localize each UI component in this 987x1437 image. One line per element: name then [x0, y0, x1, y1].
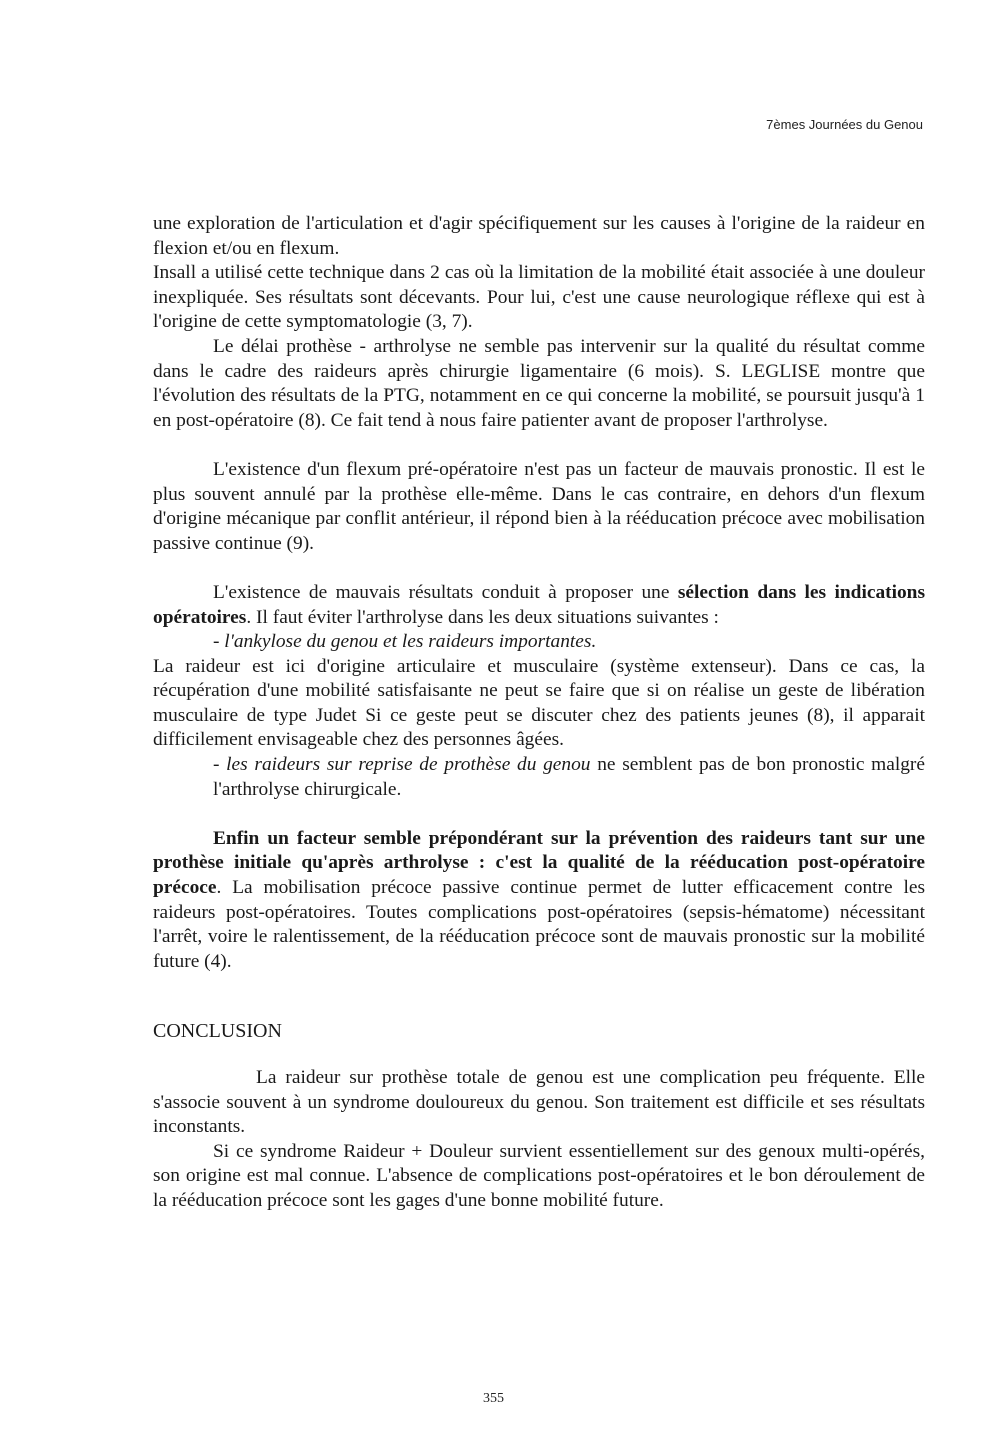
list-item-ankylose: [153, 630, 925, 655]
section-heading-conclusion: CONCLUSION: [153, 1020, 282, 1043]
article-body: [153, 212, 925, 1214]
paragraph-7: [153, 827, 925, 975]
paragraph-2: Insall a utilisé cette technique dans 2 cas où la limitation de la mobilité était associée à une douleur inexpliquée. Ses résultats sont décevants. Pour lui, c'est une cause neurologique réflexe qui est à l'origine de cette symptomatologie (3, 7).: [153, 262, 925, 333]
paragraph-5-tail: . Il faut éviter l'arthrolyse dans les deux situations suivantes :: [246, 606, 719, 628]
running-header: 7èmes Journées du Genou: [766, 117, 923, 132]
page-number: 355: [483, 1391, 504, 1406]
paragraph-5-lead: L'existence de mauvais résultats conduit à proposer une: [213, 581, 678, 603]
list-item-reprise: [153, 753, 925, 802]
paragraph-1: une exploration de l'articulation et d'agir spécifiquement sur les causes à l'origine de la raideur en flexion et/ou en flexum.: [153, 213, 925, 259]
paragraph-3: Le délai prothèse - arthrolyse ne semble pas intervenir sur la qualité du résultat comme dans le cadre des raideurs après chirurgie ligamentaire (6 mois). S. LEGLISE montre que l'évolution des résultats de la PTG, notamment en ce qui concerne la mobilité, se poursuit jusqu'à 1 en post-opératoire (8). Ce fait tend à nous faire patienter avant de proposer l'arthrolyse.: [153, 335, 925, 431]
paragraph-5: [153, 581, 925, 630]
paragraph-7-tail: . La mobilisation précoce passive continue permet de lutter efficacement contre les raideurs post-opératoires. Toutes complications post-opératoires (sepsis-hématome) nécessitant l'arrêt, voire le ralentissement, de la rééducation précoce sont de mauvais pronostic sur la mobilité future (4).: [153, 877, 925, 972]
list-item-reprise-emphasis: les raideurs sur reprise de prothèse du genou: [226, 754, 591, 776]
list-item-reprise-tail: ne semblent pas de bon pronostic malgré l'arthrolyse chirurgicale.: [213, 754, 925, 800]
list-item-reprise-dash: -: [213, 754, 227, 776]
conclusion-paragraph-2: Si ce syndrome Raideur + Douleur survient essentiellement sur des genoux multi-opérés, son origine est mal connue. L'absence de complications post-opératoires et le bon déroulement de la rééducation précoce sont les gages d'une bonne mobilité future.: [153, 1140, 925, 1211]
conclusion-paragraph-1: La raideur sur prothèse totale de genou est une complication peu fréquente. Elle s'associe souvent à un syndrome douloureux du genou. Son traitement est difficile et ses résultats inconstants.: [153, 1067, 925, 1138]
paragraph-7-emphasis: Enfin un facteur semble prépondérant sur la prévention des raideurs tant sur une prothèse initiale qu'après arthrolyse : c'est la qualité de la rééducation post-opératoire précoce: [153, 827, 925, 899]
paragraph-4: L'existence d'un flexum pré-opératoire n'est pas un facteur de mauvais pronostic. Il est le plus souvent annulé par la prothèse elle-même. Dans le cas contraire, en dehors d'un flexum d'origine mécanique par conflit antérieur, il répond bien à la rééducation précoce avec mobilisation passive continue (9).: [153, 458, 925, 554]
paragraph-6: La raideur est ici d'origine articulaire et musculaire (système extenseur). Dans ce cas, la récupération d'une mobilité satisfaisante ne peut se faire que si on réalise un geste de libération musculaire de type Judet Si ce geste peut se discuter chez des patients jeunes (8), il apparait difficilement envisageable chez des personnes âgées.: [153, 655, 925, 751]
paragraph-5-emphasis: sélection dans les indications opératoires: [153, 581, 926, 628]
list-item-ankylose-text: - l'ankylose du genou et les raideurs importantes.: [213, 631, 597, 653]
